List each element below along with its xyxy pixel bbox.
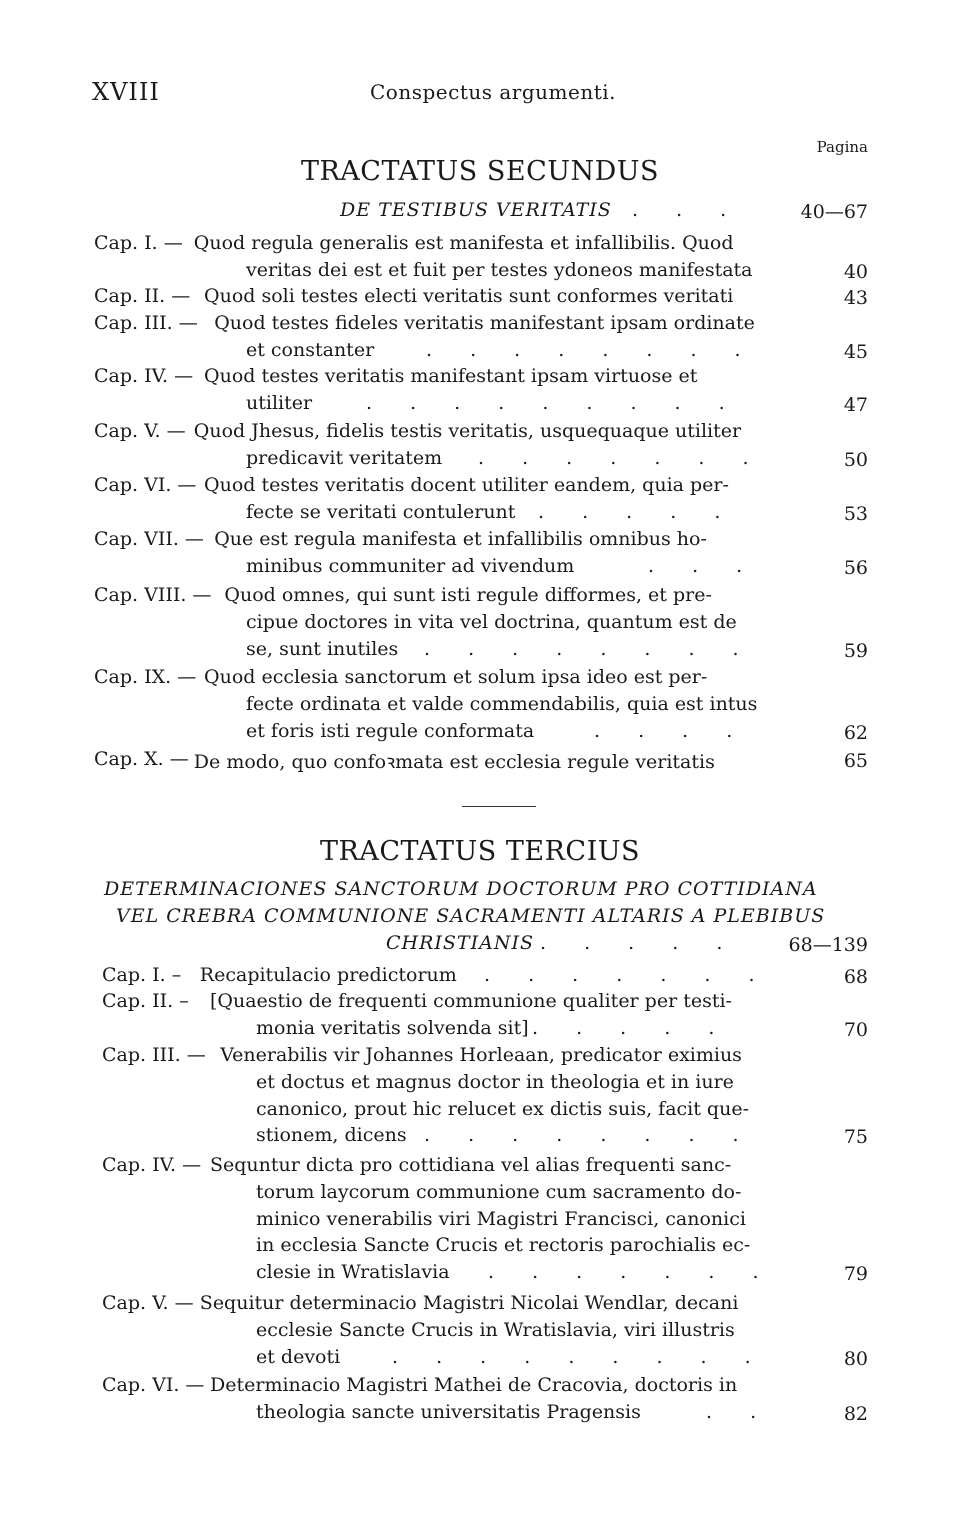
tractatus-secundus-title: TRACTATUS SECUNDUS xyxy=(300,156,660,187)
chapter-title-line: ecclesie Sancte Crucis in Wratislavia, viri illustris xyxy=(256,1318,735,1341)
chapter-page-number: 75 xyxy=(843,1126,868,1149)
leader-dots: . . . . . . . . . xyxy=(392,1345,767,1368)
leader-dots: . . . . . . . xyxy=(478,446,765,469)
chapter-title-line: et devoti xyxy=(256,1345,341,1368)
pagina-column-label: Pagina xyxy=(816,138,868,156)
chapter-title-line: Venerabilis vir Johannes Horleaan, predicator eximius xyxy=(220,1044,742,1066)
chapter-title-line: monia veritatis solvenda sit] xyxy=(256,1016,529,1039)
chapter-title-line: et doctus et magnus doctor in theologia et in iure xyxy=(256,1070,734,1093)
chapter-title-line: Determinacio Magistri Mathei de Cracovia, doctoris in xyxy=(210,1374,738,1396)
chapter-title-line: predicavit veritatem xyxy=(246,446,443,469)
chapter-title-line: Sequitur determinacio Magistri Nicolai Wendlar, decani xyxy=(199,1292,739,1314)
chapter-label: Cap. III. — xyxy=(94,312,198,334)
chapter-label: Cap. VI. — xyxy=(94,474,197,496)
chapter-title-line: utiliter xyxy=(246,391,313,414)
chapter-title-line: Quod soli testes electi veritatis sunt conformes veritati xyxy=(204,285,734,307)
chapter-title-line: Quod omnes, qui sunt isti regule difformes, et pre- xyxy=(224,584,712,606)
chapter-title-line: Quod testes fideles veritatis manifestant ipsam ordinate xyxy=(214,312,755,334)
leader-dots: . . . . . . . . xyxy=(424,1124,755,1147)
chapter-page-number: 50 xyxy=(843,448,868,471)
tractatus-tercius-pages: 68—139 xyxy=(788,934,868,956)
chapter-title-line: Que est regula manifesta et infallibilis omnibus ho- xyxy=(214,528,707,550)
chapter-title-line: De modo, quo confoꝛmata est ecclesia regule veritatis xyxy=(193,751,715,773)
chapter-label: Cap. V. — xyxy=(102,1292,194,1314)
tractatus-tercius-subtitle-line-3: CHRISTIANIS xyxy=(386,932,534,954)
chapter-label: Cap. V. — xyxy=(94,420,186,442)
chapter-title-line: theologia sancte universitatis Pragensis xyxy=(256,1400,641,1423)
leader-dots: . . . . . . . . xyxy=(426,338,757,361)
chapter-title-line: Sequntur dicta pro cottidiana vel alias frequenti sanc- xyxy=(210,1154,732,1176)
chapter-title-line: Quod ecclesia sanctorum et solum ipsa ideo est per- xyxy=(204,666,708,688)
chapter-title-line: Quod testes veritatis manifestant ipsam virtuose et xyxy=(204,365,698,387)
chapter-page-number: 80 xyxy=(843,1347,868,1370)
running-title: Conspectus argumenti. xyxy=(370,80,617,104)
chapter-label: Cap. IX. — xyxy=(94,666,197,688)
leader-dots: . . . . . xyxy=(538,500,737,523)
leader-dots: . . . . . . . xyxy=(484,964,771,986)
chapter-title-line: Quod Jhesus, fidelis testis veritatis, usquequaque utiliter xyxy=(193,420,742,442)
chapter-page-number: 70 xyxy=(843,1018,868,1041)
chapter-title-line: [Quaestio de frequenti communione qualiter per testi- xyxy=(210,990,732,1012)
chapter-page-number: 43 xyxy=(843,287,868,309)
chapter-title-line: clesie in Wratislavia xyxy=(256,1261,450,1284)
leader-dots: . . xyxy=(706,1400,773,1423)
chapter-label: Cap. II. – xyxy=(102,990,189,1012)
chapter-page-number: 82 xyxy=(843,1402,868,1425)
chapter-title-line: minibus communiter ad vivendum xyxy=(246,554,575,577)
leader-dots: . . . . . xyxy=(532,1016,731,1039)
tractatus-tercius-subtitle-line-2: VEL CREBRA COMMUNIONE SACRAMENTI ALTARIS A PLEBIBUS xyxy=(116,905,826,927)
chapter-label: Cap. VI. — xyxy=(102,1374,205,1396)
chapter-page-number: 53 xyxy=(843,502,868,525)
chapter-label: Cap. I. — xyxy=(94,232,183,254)
chapter-label: Cap. IV. — xyxy=(94,365,194,387)
chapter-label: Cap. II. — xyxy=(94,285,191,307)
chapter-label: Cap. III. — xyxy=(102,1044,206,1066)
chapter-label: Cap. VII. — xyxy=(94,528,204,550)
chapter-page-number: 62 xyxy=(843,721,868,744)
chapter-page-number: 65 xyxy=(843,750,868,772)
chapter-page-number: 68 xyxy=(843,966,868,988)
tractatus-tercius-subtitle-line-1: DETERMINACIONES SANCTORUM DOCTORUM PRO COTTIDIANA xyxy=(104,878,818,900)
tractatus-secundus-subtitle: DE TESTIBUS VERITATIS xyxy=(340,199,612,221)
chapter-page-number: 59 xyxy=(843,639,868,662)
leader-dots: . . . xyxy=(632,199,743,221)
leader-dots: . . . . . . . . . xyxy=(366,391,741,414)
section-divider xyxy=(462,806,536,807)
tractatus-tercius-title: TRACTATUS TERCIUS xyxy=(319,836,640,867)
chapter-title-line: se, sunt inutiles xyxy=(246,637,399,660)
chapter-title-line: torum laycorum communione cum sacramento do- xyxy=(256,1180,742,1203)
chapter-page-number: 45 xyxy=(843,340,868,363)
chapter-title-line: fecte se veritati contulerunt xyxy=(246,500,516,523)
leader-dots: . . . xyxy=(648,554,759,577)
chapter-title-line: veritas dei est et fuit per testes ydoneos manifestata xyxy=(246,258,753,281)
chapter-title-line: minico venerabilis viri Magistri Francisci, canonici xyxy=(256,1207,746,1230)
chapter-title-line: et constanter xyxy=(246,338,375,361)
chapter-label: Cap. VIII. — xyxy=(94,584,212,606)
chapter-page-number: 79 xyxy=(843,1263,868,1286)
chapter-title-line: in ecclesia Sancte Crucis et rectoris parochialis ec- xyxy=(256,1234,751,1257)
chapter-page-number: 47 xyxy=(843,393,868,416)
chapter-label: Cap. X. — xyxy=(94,748,189,770)
chapter-label: Cap. I. – xyxy=(102,964,182,986)
chapter-title-line: fecte ordinata et valde commendabilis, quia est intus xyxy=(246,692,758,715)
leader-dots: . . . . xyxy=(594,719,749,742)
leader-dots: . . . . . . . . xyxy=(424,637,755,660)
tractatus-secundus-pages: 40—67 xyxy=(800,201,868,223)
chapter-label: Cap. IV. — xyxy=(102,1154,202,1176)
chapter-title-line: Quod regula generalis est manifesta et infallibilis. Quod xyxy=(193,232,734,254)
page-number: XVIII xyxy=(92,78,160,106)
leader-dots: . . . . . . . xyxy=(488,1261,775,1284)
chapter-title-line: et foris isti regule conformata xyxy=(246,719,535,742)
chapter-page-number: 40 xyxy=(843,260,868,283)
chapter-title-line: cipue doctores in vita vel doctrina, quantum est de xyxy=(246,610,737,633)
chapter-title-line: Recapitulacio predictorum xyxy=(199,964,457,986)
chapter-title-line: Quod testes veritatis docent utiliter eandem, quia per- xyxy=(204,474,729,496)
chapter-page-number: 56 xyxy=(843,556,868,579)
leader-dots: . . . . . xyxy=(540,932,739,954)
chapter-title-line: stionem, dicens xyxy=(256,1124,407,1147)
chapter-title-line: canonico, prout hic relucet ex dictis suis, facit que- xyxy=(256,1097,749,1120)
